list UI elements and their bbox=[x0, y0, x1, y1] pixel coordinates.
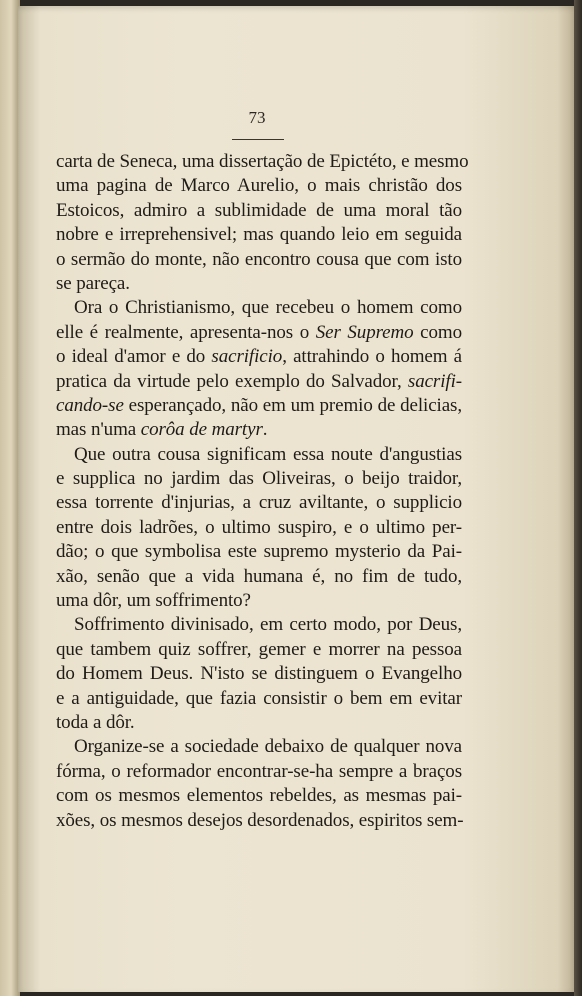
text-line: Ora o Christianismo, que recebeu o homem como bbox=[74, 297, 462, 319]
page-number: 73 bbox=[248, 108, 266, 127]
text-line: dão; o que symbolisa este supremo mysterio da Pai- bbox=[56, 541, 462, 563]
text-line: que tambem quiz soffrer, gemer e morrer na pessoa bbox=[56, 638, 462, 660]
text-line: carta de Seneca, uma dissertação de Epictéto, e mesmo bbox=[56, 151, 469, 172]
text-line: uma pagina de Marco Aurelio, o mais christão dos bbox=[56, 175, 462, 197]
text-line: xão, senão que a vida humana é, no fim de tudo, bbox=[56, 565, 462, 587]
text-line: Organize-se a sociedade debaixo de qualquer nova bbox=[74, 736, 462, 758]
page-body bbox=[56, 150, 469, 833]
text-line: toda a dôr. bbox=[56, 711, 135, 733]
text-line: nobre e irreprehensivel; mas quando leio em seguida bbox=[56, 224, 462, 246]
text-line: Estoicos, admiro a sublimidade de uma moral tão bbox=[56, 199, 462, 221]
text-line: fórma, o reformador encontrar-se-ha sempre a braços bbox=[56, 760, 462, 782]
text-line: se pareça. bbox=[56, 272, 130, 294]
text-line: com os mesmos elementos rebeldes, as mesmas pai- bbox=[56, 785, 462, 807]
text-line: Que outra cousa significam essa noute d'angustias bbox=[74, 443, 462, 465]
text-line: o ideal d'amor e do sacrificio, attrahindo o homem á bbox=[56, 346, 462, 368]
text-line: o sermão do monte, não encontro cousa que com isto bbox=[56, 248, 462, 270]
text-line: entre dois ladrões, o ultimo suspiro, e o ultimo per- bbox=[56, 516, 462, 538]
text-line: Soffrimento divinisado, em certo modo, por Deus, bbox=[74, 614, 462, 636]
text-line: elle é realmente, apresenta-nos o Ser Supremo como bbox=[56, 321, 462, 343]
text-line: mas n'uma corôa de martyr. bbox=[56, 419, 268, 441]
text-line: pratica da virtude pelo exemplo do Salvador, sacrifi- bbox=[56, 370, 462, 392]
page-number-rule bbox=[232, 139, 284, 140]
text-line: e a antiguidade, que fazia consistir o bem em evitar bbox=[56, 687, 462, 709]
text-line: do Homem Deus. N'isto se distinguem o Evangelho bbox=[56, 663, 462, 685]
page-gutter-shadow bbox=[574, 0, 582, 996]
text-line: e supplica no jardim das Oliveiras, o beijo traidor, bbox=[56, 468, 462, 490]
text-line: cando-se esperançado, não em um premio de delicias, bbox=[56, 394, 462, 416]
text-line: xões, os mesmos desejos desordenados, espiritos sem- bbox=[56, 809, 464, 831]
facing-page-edge bbox=[0, 0, 20, 996]
text-line: essa torrente d'injurias, a cruz aviltante, o supplicio bbox=[56, 492, 462, 514]
text-line: uma dôr, um soffrimento? bbox=[56, 590, 251, 612]
